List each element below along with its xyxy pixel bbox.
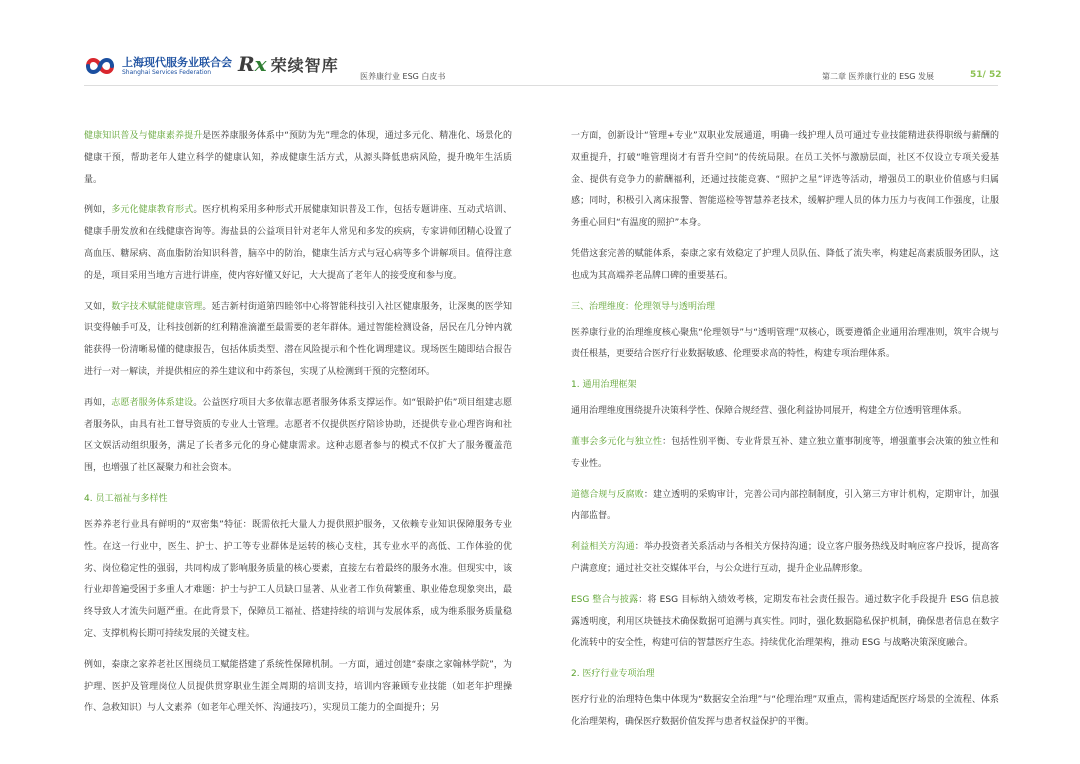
section-heading: 三、治理维度：伦理领导与透明治理 xyxy=(571,301,716,312)
highlight-term: 道德合规与反腐败 xyxy=(571,489,644,500)
paragraph: 凭借这套完善的赋能体系，泰康之家有效稳定了护理人员队伍、降低了流失率，构建起高素质服务团队，这也成为其高端养老品牌口碑的重要基石。 xyxy=(571,248,999,281)
paragraph-text: ：包括性别平衡、专业背景互补、建立独立董事制度等，增强董事会决策的独立性和专业性。 xyxy=(571,436,999,469)
paragraph-lead: 再如， xyxy=(84,397,112,408)
paragraph-text: 。医疗机构采用多种形式开展健康知识普及工作，包括专题讲座、互动式培训、健康手册发放和在线健康咨询等。海盐县的公益项目针对老年人常见和多发的疾病，专家讲师团精心设置了高血压、糖尿病、高血脂防治知识科普，脑卒中的防治，健康生活方式与冠心病等多个讲解项目。值得注意的是，项目采用当地方言进行讲座，使内容好懂又好记，大大提高了老年人的接受度和参与度。 xyxy=(84,205,512,281)
highlight-term: 董事会多元化与独立性 xyxy=(571,436,663,447)
highlight-term: 多元化健康教育形式 xyxy=(111,205,194,216)
paragraph-lead: 又如， xyxy=(84,301,112,312)
federation-name-cn: 上海现代服务业联合会 xyxy=(122,55,232,69)
paragraph xyxy=(571,537,999,581)
paragraph: 医养康行业的治理维度核心聚焦“伦理领导”与“透明管理”双核心，既要遵循企业通用治理准则，筑牢合规与责任根基，更要结合医疗行业数据敏感、伦理要求高的特性，构建专项治理体系。 xyxy=(571,327,999,360)
page-number: 51/ 52 xyxy=(970,70,1002,80)
paragraph xyxy=(84,393,512,480)
paragraph-text: 。公益医疗项目大多依靠志愿者服务体系支撑运作。如“银龄护佑”项目组建志愿者服务队，由具有社工督导资质的专业人士管理。志愿者不仅提供医疗陪诊协助，还提供专业心理咨询和社区文娱活动组织服务，满足了长者多元化的身心健康需求。这种志愿者参与的模式不仅扩大了服务覆盖范围，也增强了社区凝聚力和社会资本。 xyxy=(84,397,512,474)
left-column xyxy=(84,126,512,729)
paragraph-text: ：将 ESG 目标纳入绩效考核，定期发布社会责任报告。通过数字化手段提升 ESG 信息披露透明度，利用区块链技术确保数据可追溯与真实性。同时，强化数据隐私保护机制，确保患者信息在数字化流转中的安全性，构建可信的智慧医疗生态。持续优化治理架构，推动 ESG 与战略决策深度融合。 xyxy=(571,594,999,649)
rongxu-think-tank-logo xyxy=(238,52,339,76)
paragraph-text: 是医养康服务体系中“预防为先”理念的体现，通过多元化、精准化、场景化的健康干预，帮助老年人建立科学的健康认知，养成健康生活方式，从源头降低患病风险，提升晚年生活质量。 xyxy=(84,131,512,185)
subsection-heading: 1. 通用治理框架 xyxy=(571,380,637,391)
highlight-term: 志愿者服务体系建设 xyxy=(111,397,194,408)
paragraph xyxy=(571,485,999,529)
paragraph: 医疗行业的治理特色集中体现为“数据安全治理”与“伦理治理”双重点，需构建适配医疗场景的全流程、体系化治理架构，确保医疗数据价值发挥与患者权益保护的平衡。 xyxy=(571,695,999,727)
think-tank-name: 荣续智库 xyxy=(270,55,339,75)
paragraph xyxy=(84,297,512,384)
federation-emblem-icon xyxy=(84,54,116,78)
federation-name-en: Shanghai Services Federation xyxy=(122,68,212,76)
document-title: 医养康行业 ESG 白皮书 xyxy=(360,72,446,81)
header-divider xyxy=(84,85,998,86)
paragraph: 例如，泰康之家养老社区围绕员工赋能搭建了系统性保障机制。一方面，通过创建“泰康之家翰林学院”，为护理、医护及管理岗位人员提供贯穿职业生涯全周期的培训支持，培训内容兼顾专业技能（如老年护理操作、急救知识）与人文素养（如老年心理关怀、沟通技巧），实现员工能力的全面提升；另 xyxy=(84,659,512,714)
paragraph xyxy=(84,126,512,191)
page-header xyxy=(0,0,1080,100)
highlight-term: ESG 整合与披露 xyxy=(571,594,639,605)
highlight-term: 数字技术赋能健康管理 xyxy=(111,301,203,312)
paragraph-text: 。延吉新村街道第四睦邻中心将智能科技引入社区健康服务，让深奥的医学知识变得触手可及，让科技创新的红利精准滴灌至最需要的老年群体。通过智能检测设备，居民在几分钟内就能获得一份清晰易懂的健康报告，包括体质类型、潜在风险提示和个性化调理建议。现场医生随即结合报告进行一对一解读，并提供相应的养生建议和中药茶包，实现了从检测到干预的完整闭环。 xyxy=(84,301,512,377)
paragraph-text: ：举办投资者关系活动与各相关方保持沟通；设立客户服务热线及时响应客户投诉，提高客户满意度；通过社交社交媒体平台，与公众进行互动，提升企业品牌形象。 xyxy=(571,542,999,574)
subsection-heading: 2. 医疗行业专项治理 xyxy=(571,669,655,680)
paragraph xyxy=(84,200,512,287)
paragraph xyxy=(571,432,999,476)
rx-logo-icon: Rx xyxy=(238,52,267,76)
shanghai-services-federation-logo xyxy=(84,54,232,78)
paragraph xyxy=(571,590,999,655)
paragraph: 通用治理维度围绕提升决策科学性、保障合规经营、强化利益协同展开，构建全方位透明管理体系。 xyxy=(571,406,968,417)
paragraph-lead: 例如， xyxy=(84,205,112,216)
highlight-term: 健康知识普及与健康素养提升 xyxy=(84,131,203,141)
section-heading: 4. 员工福祉与多样性 xyxy=(84,493,168,504)
highlight-term: 利益相关方沟通 xyxy=(571,542,635,553)
paragraph-text: ：建立透明的采购审计，完善公司内部控制制度，引入第三方审计机构，定期审计，加强内部监督。 xyxy=(571,489,999,522)
paragraph: 一方面，创新设计“管理+专业”双职业发展通道，明确一线护理人员可通过专业技能精进获得职级与薪酬的双重提升，打破“唯管理岗才有晋升空间”的传统局限。在员工关怀与激励层面，社区不仅设立专项关爱基金、提供有竞争力的薪酬福利，还通过技能竞赛、“照护之星”评选等活动，增强员工的职业价值感与归属感；同时，积极引入离床报警、智能巡检等智慧养老技术，缓解护理人员的体力压力与夜间工作强度，让服务重心回归“有温度的照护”本身。 xyxy=(571,131,999,229)
chapter-title: 第二章 医养康行业的 ESG 发展 xyxy=(822,72,934,81)
right-column xyxy=(571,126,999,743)
paragraph: 医养养老行业具有鲜明的“双密集”特征：既需依托大量人力提供照护服务，又依赖专业知识保障服务专业性。在这一行业中，医生、护士、护工等专业群体是运转的核心支柱，其专业水平的高低、工作体验的优劣、岗位稳定性的强弱，共同构成了影响服务质量的核心要素，直接左右着最终的服务水准。但现实中，该行业却普遍受困于多重人才难题：护士与护工人员缺口显著、从业者工作负荷繁重、职业倦怠现象突出，最终导致人才流失问题严重。在此背景下，保障员工福祉、搭建持续的培训与发展体系，成为维系服务质量稳定、支撑机构长期可持续发展的关键支柱。 xyxy=(84,519,512,639)
